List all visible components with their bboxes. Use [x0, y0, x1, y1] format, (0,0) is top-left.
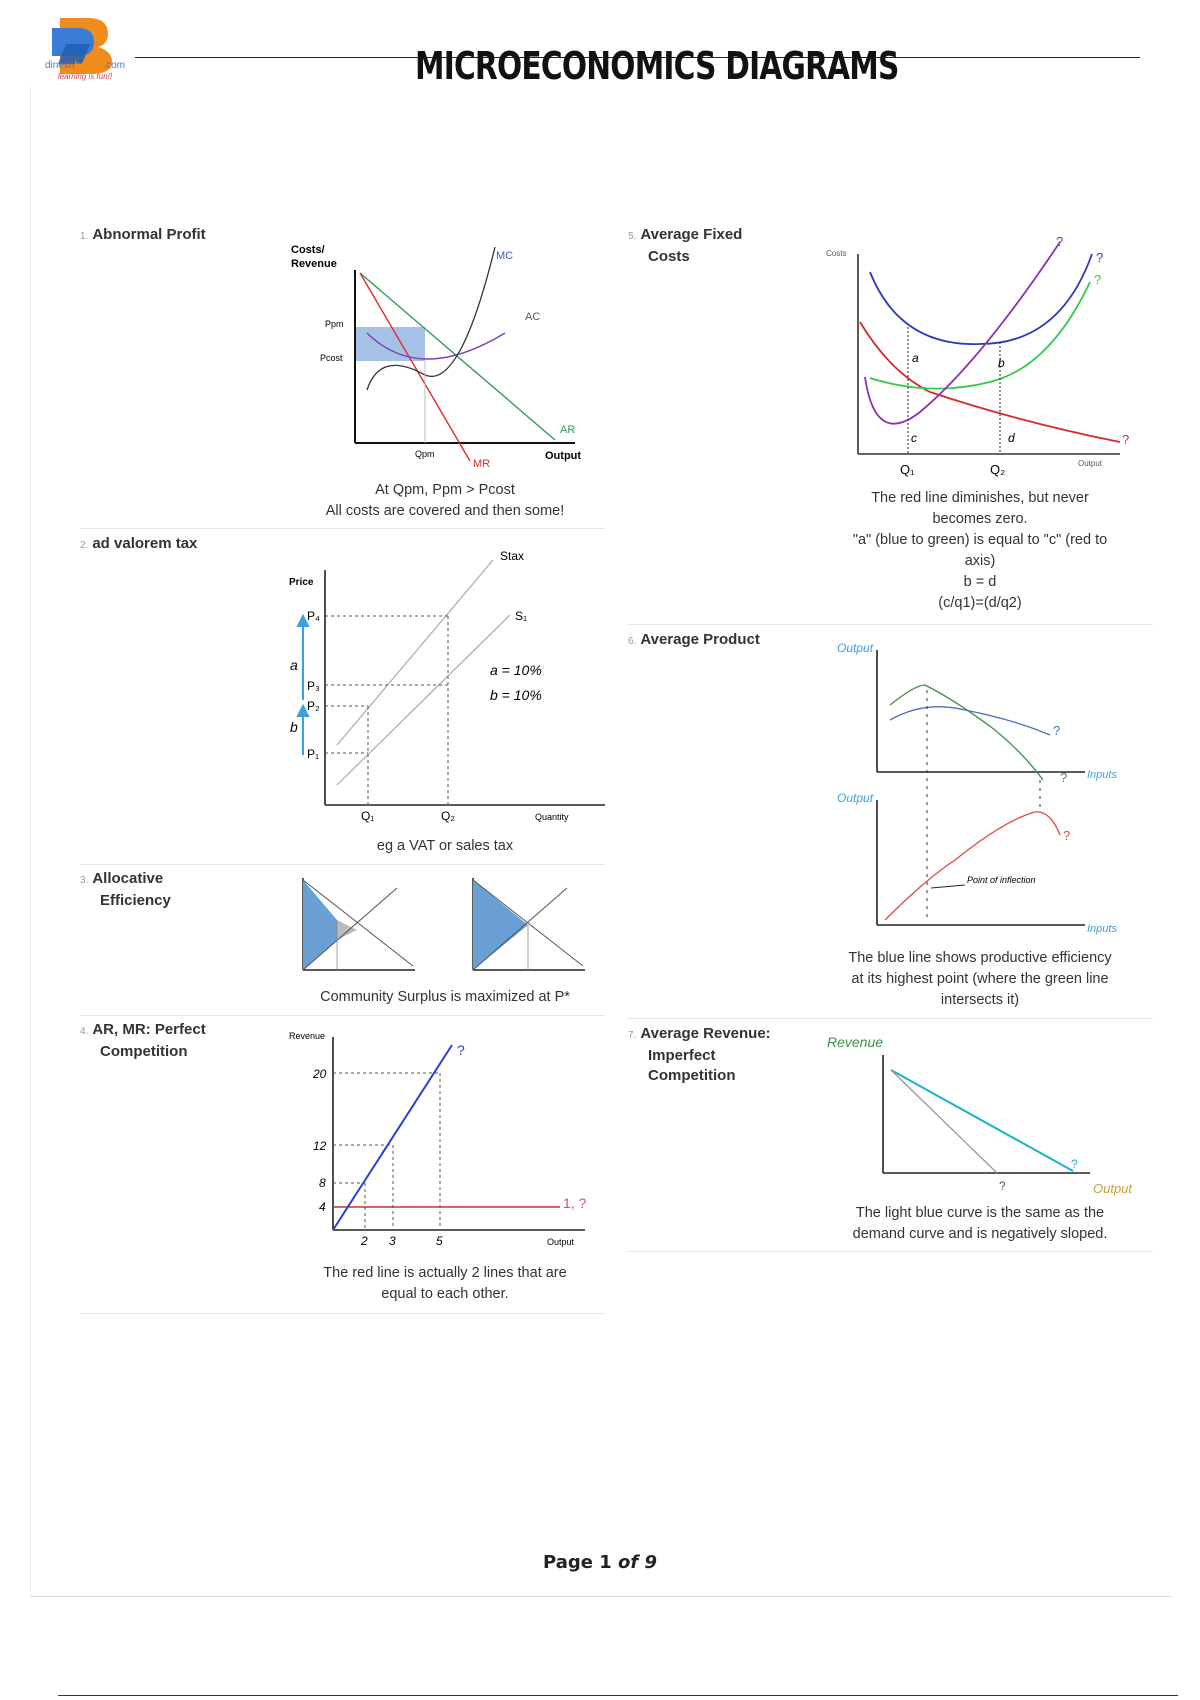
q2-label: Q₂: [990, 462, 1006, 477]
section-5-caption: The red line diminishes, but never becomes zero. "a" (blue to green) is equal to "c" (red to axis) b = d (c/q1)=(d/q2): [852, 490, 1108, 611]
q-mp: ?: [1060, 770, 1068, 785]
divider-1: [80, 528, 605, 529]
q-ap: ?: [1053, 723, 1061, 738]
tick-12: 12: [313, 1139, 327, 1153]
section-6-caption: The blue line shows productive efficiency at its highest point (where the green line intersects it): [848, 950, 1112, 1008]
section-7-caption: The light blue curve is the same as the demand curve and is negatively sloped.: [852, 1205, 1108, 1242]
poi-arrow: [931, 885, 965, 888]
q-purple: ?: [1056, 234, 1064, 249]
q-blue: ?: [1096, 250, 1104, 265]
footer-rule: [58, 1695, 1178, 1696]
s1-label: S₁: [515, 609, 528, 623]
tick-20: 20: [313, 1067, 327, 1081]
abnormal-profit-diagram: [285, 235, 605, 475]
divider-4: [80, 1313, 605, 1314]
divider-7: [628, 1251, 1153, 1252]
divider-3: [80, 1015, 605, 1016]
x-label: Output: [1078, 459, 1103, 468]
label-d: d: [1008, 431, 1015, 445]
ac-label: AC: [525, 311, 541, 323]
qpm-label: Qpm: [415, 449, 435, 459]
mr-line: [891, 1070, 997, 1173]
y-label-1: Costs/: [291, 244, 325, 256]
tp-curve: [885, 812, 1060, 920]
b-label: b: [290, 719, 298, 735]
section-6-heading: 6. Average Product: [628, 631, 760, 648]
p1-label: P₁: [307, 747, 320, 761]
pcost-label: Pcost: [320, 353, 343, 363]
section-5-heading: 5. Average Fixed Costs: [628, 226, 743, 265]
section-7-heading: 7. Average Revenue: Imperfect Competition: [628, 1025, 771, 1084]
q2-label: Q₂: [441, 809, 455, 823]
q-tp: ?: [1063, 828, 1071, 843]
tick-x3: 3: [389, 1234, 396, 1248]
y-label-bottom: Output: [837, 791, 874, 805]
tick-x2: 2: [361, 1234, 368, 1248]
mp-curve: [890, 685, 1043, 780]
mc-label: MC: [496, 250, 514, 262]
label-b: b: [998, 356, 1005, 370]
q-ar: ?: [1071, 1157, 1078, 1171]
section-1-heading: 1. Abnormal Profit: [80, 226, 206, 243]
x-label: Quantity: [535, 812, 569, 822]
deadweight-area: [337, 920, 357, 940]
max-surplus-area: [473, 880, 528, 970]
q-mr: ?: [999, 1179, 1006, 1193]
ad-valorem-tax-diagram: [285, 540, 605, 830]
s1-line: [337, 615, 510, 785]
page-title: MICROECONOMICS DIAGRAMS: [415, 44, 899, 88]
stax-line: [337, 560, 493, 745]
q1-label: Q₁: [361, 809, 375, 823]
q-green: ?: [1094, 272, 1102, 287]
ap-curve: [890, 707, 1050, 735]
ar-question: 1, ?: [563, 1195, 587, 1211]
tick-x5: 5: [436, 1234, 443, 1248]
x-label-bottom: Inputs: [1087, 923, 1117, 935]
tr-line: [333, 1045, 452, 1230]
avc-curve: [870, 282, 1090, 389]
y-label: Price: [289, 577, 314, 588]
y-label: Costs: [826, 249, 847, 258]
ar-line: [891, 1070, 1073, 1171]
y-label: Revenue: [827, 1034, 884, 1050]
section-2-caption: eg a VAT or sales tax: [376, 838, 514, 854]
section-4-heading: 4. AR, MR: Perfect Competition: [80, 1021, 206, 1060]
profit-area: [355, 327, 425, 361]
efficient-chart: [473, 878, 585, 970]
y-label: Revenue: [289, 1031, 326, 1041]
mr-label: MR: [473, 458, 491, 470]
b-note: b = 10%: [490, 687, 542, 703]
tick-4: 4: [319, 1200, 326, 1214]
deadweight-chart: [303, 878, 415, 970]
imperfect-competition-diagram: [825, 1025, 1145, 1200]
divider-6: [628, 1018, 1153, 1019]
ppm-label: Ppm: [325, 319, 344, 329]
a-note: a = 10%: [490, 662, 542, 678]
divider-5: [628, 624, 1153, 625]
label-c: c: [911, 431, 917, 445]
allocative-efficiency-diagrams: [285, 870, 605, 982]
perfect-competition-diagram: [285, 1025, 605, 1250]
y-label-2: Revenue: [291, 258, 337, 270]
section-4-caption: The red line is actually 2 lines that are equal to each other.: [323, 1265, 567, 1302]
mr-line: [360, 273, 470, 461]
divider-2: [80, 864, 605, 865]
dineshbakshi-logo: [30, 14, 140, 94]
y-label-top: Output: [837, 641, 874, 655]
stax-label: Stax: [500, 549, 525, 563]
section-3-caption: Community Surplus is maximized at P*: [320, 989, 570, 1005]
p4-label: P₄: [307, 609, 320, 623]
logo-wordmark: dineshbakshi.com: [44, 60, 126, 71]
section-3-heading: 3. Allocative Efficiency: [80, 870, 171, 909]
tick-8: 8: [319, 1176, 326, 1190]
q-red: ?: [1122, 432, 1130, 447]
p3-label: P₃: [307, 679, 320, 693]
section-1-caption: At Qpm, Ppm > Pcost All costs are covered and then some!: [325, 482, 565, 519]
page-number: Page 1 of 9: [542, 1552, 658, 1573]
average-fixed-costs-diagram: [820, 232, 1140, 482]
x-label: Output: [547, 1237, 575, 1247]
logo-tagline: learning is fun!!: [57, 72, 113, 81]
average-product-diagram: [835, 630, 1135, 945]
poi-label: Point of inflection: [967, 875, 1036, 885]
x-label: Output: [545, 450, 582, 462]
p2-label: P₂: [307, 699, 320, 713]
atc-curve: [870, 254, 1092, 344]
x-label: Output: [1093, 1181, 1133, 1196]
label-a: a: [912, 351, 919, 365]
x-label-top: Inputs: [1087, 769, 1117, 781]
section-2-heading: 2. ad valorem tax: [80, 535, 198, 552]
a-label: a: [290, 657, 298, 673]
ar-label: AR: [560, 424, 576, 436]
q1-label: Q₁: [900, 462, 915, 477]
tr-question: ?: [457, 1042, 465, 1058]
